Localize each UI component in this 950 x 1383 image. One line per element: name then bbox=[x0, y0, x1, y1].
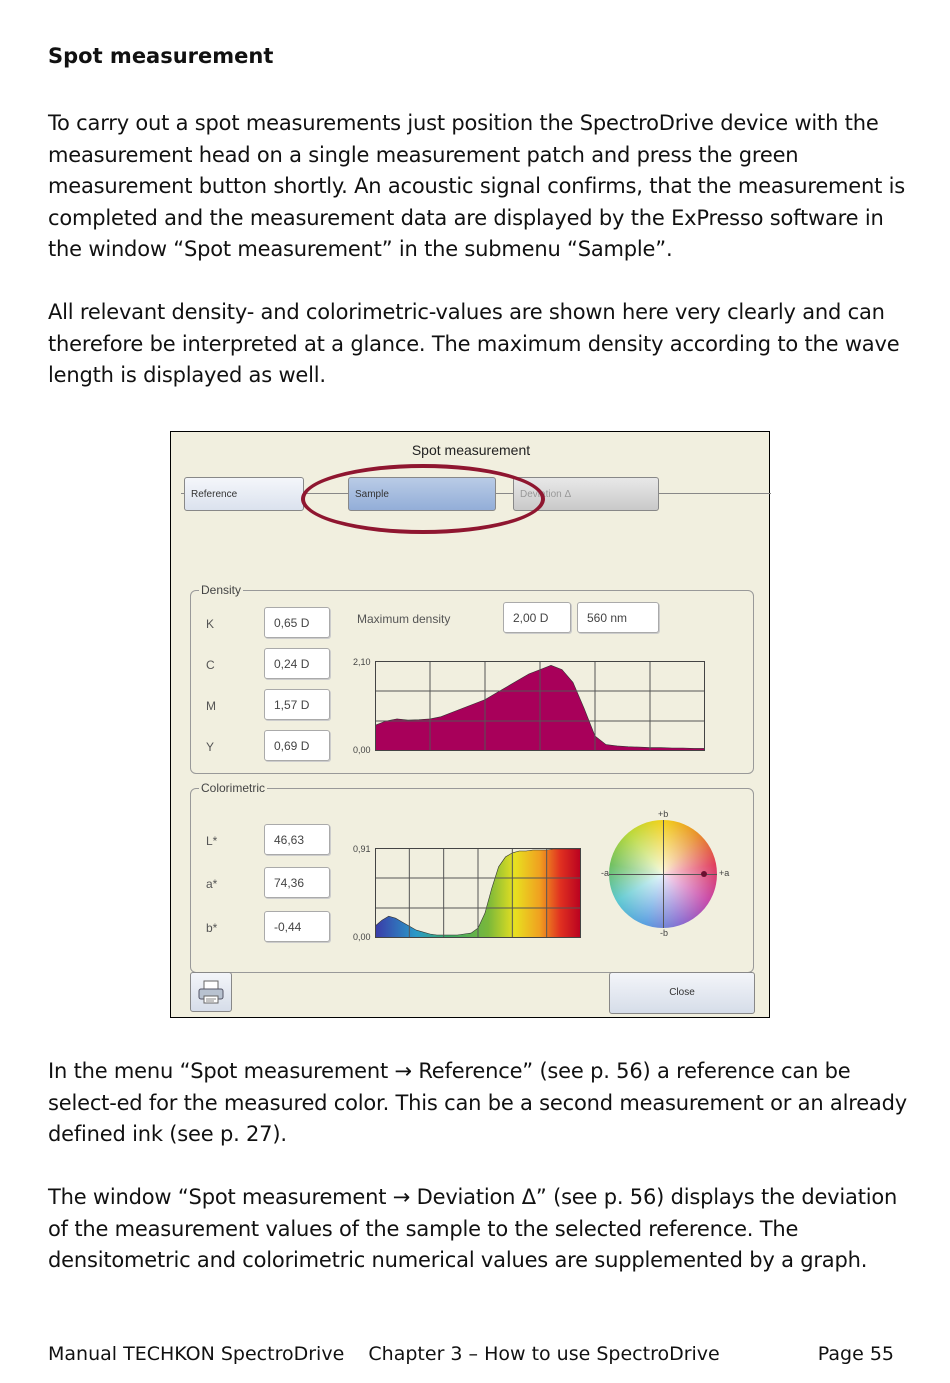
print-button[interactable] bbox=[190, 972, 232, 1012]
density-label-y: Y bbox=[206, 740, 215, 754]
color-value-a: 74,36 bbox=[264, 867, 330, 898]
density-value-k: 0,65 D bbox=[264, 607, 330, 638]
color-wheel-b-axis bbox=[663, 820, 664, 928]
color-value-l: 46,63 bbox=[264, 824, 330, 855]
density-spectrum-chart bbox=[375, 661, 705, 751]
section-heading: Spot measurement bbox=[48, 44, 274, 68]
density-label-k: K bbox=[206, 617, 215, 631]
density-value-c: 0,24 D bbox=[264, 648, 330, 679]
colorimetric-group-label: Colorimetric bbox=[201, 781, 266, 795]
paragraph-values: All relevant density- and colorimetric-values are shown here very clearly and can therefore be interpreted at a glance. The maximum density according to the wave length is displayed as well. bbox=[48, 300, 900, 387]
color-label-b: b* bbox=[206, 921, 218, 935]
reflectance-chart-ymin-label: 0,00 bbox=[353, 932, 371, 942]
density-group-label: Density bbox=[201, 583, 242, 597]
printer-icon bbox=[197, 979, 225, 1005]
axis-label-plus-b: +b bbox=[658, 809, 669, 819]
tab-sample[interactable]: Sample bbox=[348, 477, 496, 511]
density-chart-ymin-label: 0,00 bbox=[353, 745, 371, 755]
axis-label-minus-a: -a bbox=[601, 868, 610, 878]
paragraph-reference: In the menu “Spot measurement → Reference” (see p. 56) a reference can be select-ed for the measured color. This can be a second measurement or an already defined ink (see p. 27). bbox=[48, 1059, 907, 1146]
close-button[interactable]: Close bbox=[609, 972, 755, 1014]
density-value-m: 1,57 D bbox=[264, 689, 330, 720]
tab-deviation[interactable]: Deviation Δ bbox=[513, 477, 659, 511]
density-label-m: M bbox=[206, 699, 216, 713]
color-value-b: -0,44 bbox=[264, 911, 330, 942]
highlight-ring bbox=[301, 464, 545, 534]
sample-marker bbox=[701, 871, 707, 877]
reflectance-spectrum-chart bbox=[375, 848, 581, 938]
tab-reference[interactable]: Reference bbox=[184, 477, 304, 511]
paragraph-deviation: The window “Spot measurement → Deviation Δ” (see p. 56) displays the deviation of the measurement values of the sample to the selected reference. The densitometric and colorimetric numerical values are supplemented by a graph. bbox=[48, 1185, 898, 1272]
max-density-label: Maximum density bbox=[357, 612, 451, 626]
footer-manual-title: Manual TECHKON SpectroDrive Chapter 3 – How to use SpectroDrive bbox=[48, 1343, 720, 1365]
density-label-c: C bbox=[206, 658, 215, 672]
window-title: Spot measurement bbox=[411, 442, 531, 458]
axis-label-plus-a: +a bbox=[719, 868, 730, 878]
color-label-a: a* bbox=[206, 877, 218, 891]
density-value-y: 0,69 D bbox=[264, 730, 330, 761]
paragraph-intro: To carry out a spot measurements just position the SpectroDrive device with the measurement head on a single measurement patch and press the green measurement button shortly. An acoustic signal confirms, that the measurement is completed and the measurement data are displayed by the ExPresso software in the window “Spot measurement” in the submenu “Sample”. bbox=[48, 111, 906, 261]
color-label-l: L* bbox=[206, 834, 218, 848]
max-density-value: 2,00 D bbox=[503, 602, 571, 633]
footer-page-number: Page 55 bbox=[817, 1343, 894, 1365]
axis-label-minus-b: -b bbox=[660, 928, 669, 938]
spot-measurement-window bbox=[170, 431, 770, 1018]
max-density-wavelength: 560 nm bbox=[577, 602, 659, 633]
density-chart-ymax-label: 2,10 bbox=[353, 657, 371, 667]
reflectance-chart-ymax-label: 0,91 bbox=[353, 844, 371, 854]
